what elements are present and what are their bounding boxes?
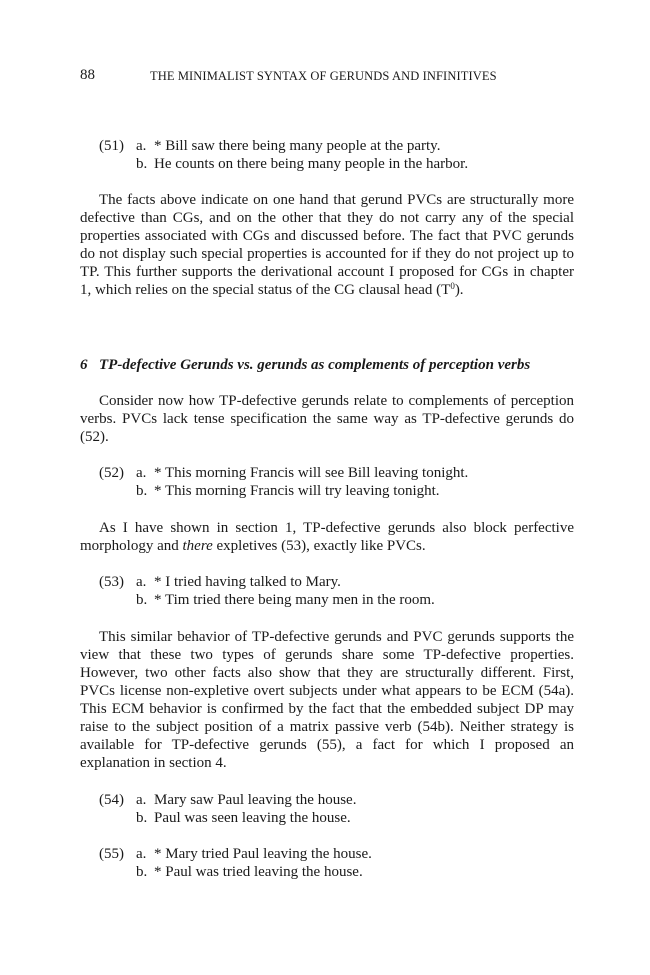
example-number: (55) <box>99 846 124 862</box>
example-sentence: * This morning Francis will try leaving tonight. <box>154 483 440 499</box>
superscript: 0 <box>450 281 455 291</box>
example-sub-label: b. <box>136 864 148 880</box>
body-paragraph: This similar behavior of TP-defective gerunds and PVC gerunds supports the view that these two types of gerunds share some TP-defective properties. However, two other facts also show that they are structurally different. First, PVCs license non-expletive overt subjects under what appears to be ECM (54a). This ECM behavior is confirmed by the fact that the embedded subject DP may raise to the subject position of a matrix passive verb (54b). Neither strategy is available for TP-defective gerunds (55), a fact for which I proposed an explanation in section 4. <box>80 629 574 771</box>
example-55 <box>99 845 372 881</box>
example-sentence: Paul was seen leaving the house. <box>154 810 351 826</box>
emphasis: there <box>182 538 213 554</box>
paragraph-text: As I have shown in section 1, TP-defective gerunds also block perfective morphology and <box>80 520 574 554</box>
paragraph-text: expletives (53), exactly like PVCs. <box>212 538 426 554</box>
example-number: (54) <box>99 792 124 808</box>
running-title: THE MINIMALIST SYNTAX OF GERUNDS AND INFINITIVES <box>150 69 497 83</box>
example-sentence: He counts on there being many people in the harbor. <box>154 156 469 172</box>
example-sub-label: b. <box>136 592 148 608</box>
example-sub-label: a. <box>136 465 147 481</box>
example-number: (51) <box>99 138 124 154</box>
example-51 <box>99 137 468 173</box>
example-54 <box>99 791 356 827</box>
example-sentence: * Bill saw there being many people at the party. <box>154 138 441 154</box>
example-53 <box>99 573 435 609</box>
page-number: 88 <box>80 67 95 83</box>
example-sentence: * Mary tried Paul leaving the house. <box>154 846 372 862</box>
example-sub-label: b. <box>136 156 148 172</box>
paragraph-text: The facts above indicate on one hand that gerund PVCs are structurally more defective than CGs, and on the other that they do not carry any of the special properties associated with CGs and discussed before. The fact that PVC gerunds do not display such special properties is accounted for if they do not project up to TP. This further supports the derivational account I proposed for CGs in chapter 1, which relies on the special status of the CG clausal head (T <box>80 192 574 298</box>
example-sentence: * Paul was tried leaving the house. <box>154 864 363 880</box>
example-sub-label: a. <box>136 792 147 808</box>
example-number: (52) <box>99 465 124 481</box>
example-52 <box>99 464 468 500</box>
body-paragraph: Consider now how TP-defective gerunds relate to complements of perception verbs. PVCs lack tense specification the same way as TP-defective gerunds do (52). <box>80 393 574 445</box>
example-sentence: * This morning Francis will see Bill leaving tonight. <box>154 465 469 481</box>
section-heading <box>80 356 574 374</box>
paragraph-text: ). <box>454 282 464 298</box>
example-sentence: Mary saw Paul leaving the house. <box>154 792 357 808</box>
example-sentence: * Tim tried there being many men in the room. <box>154 592 435 608</box>
example-number: (53) <box>99 574 124 590</box>
example-sub-label: a. <box>136 138 147 154</box>
section-number: 6 <box>80 357 88 373</box>
example-sub-label: b. <box>136 483 148 499</box>
example-sub-label: a. <box>136 574 147 590</box>
example-sub-label: a. <box>136 846 147 862</box>
body-paragraph <box>80 191 574 299</box>
running-header <box>80 66 574 84</box>
body-paragraph <box>80 519 574 555</box>
example-sentence: * I tried having talked to Mary. <box>154 574 341 590</box>
example-sub-label: b. <box>136 810 148 826</box>
section-title: TP-defective Gerunds vs. gerunds as complements of perception verbs <box>99 357 531 373</box>
